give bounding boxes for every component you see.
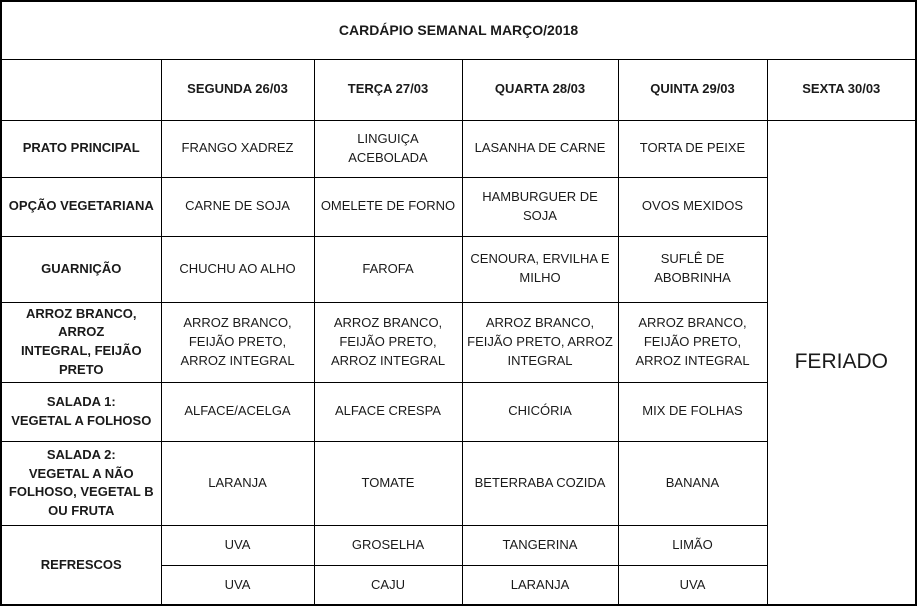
- header-row: [1, 59, 916, 120]
- row-label-salada-1: SALADA 1: VEGETAL A FOLHOSO: [1, 382, 161, 441]
- table-row-prato-principal: [1, 120, 916, 177]
- menu-cell: BETERRABA COZIDA: [462, 441, 618, 525]
- row-label-salada-2: SALADA 2: VEGETAL A NÃO FOLHOSO, VEGETAL B OU FRUTA: [1, 441, 161, 525]
- menu-cell: MIX DE FOLHAS: [618, 382, 767, 441]
- menu-cell: UVA: [618, 565, 767, 605]
- holiday-cell: FERIADO: [767, 120, 916, 605]
- column-header-sexta: SEXTA 30/03: [767, 59, 916, 120]
- menu-cell: CHICÓRIA: [462, 382, 618, 441]
- menu-cell: HAMBURGUER DE SOJA: [462, 177, 618, 236]
- row-label-prato-principal: PRATO PRINCIPAL: [1, 120, 161, 177]
- title-row: [1, 1, 916, 59]
- menu-cell: BANANA: [618, 441, 767, 525]
- menu-cell: ARROZ BRANCO, FEIJÃO PRETO, ARROZ INTEGRAL: [462, 302, 618, 382]
- row-label-guarnicao: GUARNIÇÃO: [1, 236, 161, 302]
- menu-cell: CAJU: [314, 565, 462, 605]
- page-title: CARDÁPIO SEMANAL MARÇO/2018: [1, 1, 916, 59]
- menu-cell: OVOS MEXIDOS: [618, 177, 767, 236]
- menu-cell: UVA: [161, 525, 314, 565]
- column-header-segunda: SEGUNDA 26/03: [161, 59, 314, 120]
- menu-cell: ALFACE CRESPA: [314, 382, 462, 441]
- menu-cell: ALFACE/ACELGA: [161, 382, 314, 441]
- row-label-refrescos: REFRESCOS: [1, 525, 161, 605]
- menu-cell: GROSELHA: [314, 525, 462, 565]
- menu-cell: UVA: [161, 565, 314, 605]
- menu-cell: CHUCHU AO ALHO: [161, 236, 314, 302]
- menu-cell: SUFLÊ DE ABOBRINHA: [618, 236, 767, 302]
- menu-cell: CENOURA, ERVILHA E MILHO: [462, 236, 618, 302]
- column-header-quinta: QUINTA 29/03: [618, 59, 767, 120]
- menu-cell: LASANHA DE CARNE: [462, 120, 618, 177]
- menu-cell: TOMATE: [314, 441, 462, 525]
- menu-cell: ARROZ BRANCO, FEIJÃO PRETO, ARROZ INTEGRAL: [618, 302, 767, 382]
- menu-cell: LARANJA: [161, 441, 314, 525]
- menu-cell: ARROZ BRANCO, FEIJÃO PRETO, ARROZ INTEGRAL: [161, 302, 314, 382]
- row-label-arroz-feijao: ARROZ BRANCO, ARROZ INTEGRAL, FEIJÃO PRETO: [1, 302, 161, 382]
- menu-cell: LARANJA: [462, 565, 618, 605]
- menu-cell: TORTA DE PEIXE: [618, 120, 767, 177]
- menu-cell: TANGERINA: [462, 525, 618, 565]
- column-header-terca: TERÇA 27/03: [314, 59, 462, 120]
- menu-cell: CARNE DE SOJA: [161, 177, 314, 236]
- menu-cell: FRANGO XADREZ: [161, 120, 314, 177]
- menu-cell: LIMÃO: [618, 525, 767, 565]
- menu-cell: LINGUIÇA ACEBOLADA: [314, 120, 462, 177]
- menu-cell: OMELETE DE FORNO: [314, 177, 462, 236]
- column-header-quarta: QUARTA 28/03: [462, 59, 618, 120]
- row-label-opcao-vegetariana: OPÇÃO VEGETARIANA: [1, 177, 161, 236]
- corner-cell: [1, 59, 161, 120]
- menu-cell: ARROZ BRANCO, FEIJÃO PRETO, ARROZ INTEGRAL: [314, 302, 462, 382]
- menu-cell: FAROFA: [314, 236, 462, 302]
